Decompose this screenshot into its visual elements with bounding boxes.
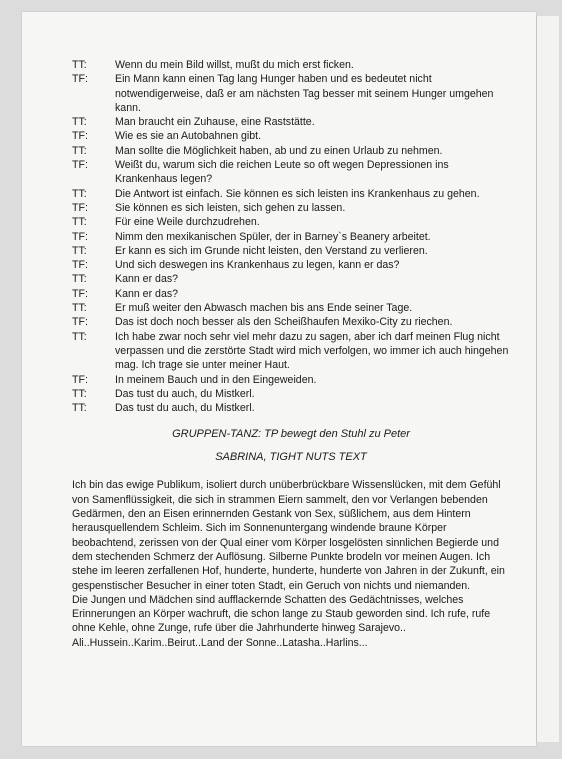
dialogue-text: Die Antwort ist einfach. Sie können es sich leisten ins Krankenhaus zu gehen. xyxy=(115,187,480,200)
speaker-label: TF: xyxy=(72,73,88,86)
dialogue-line xyxy=(72,72,510,115)
dialogue-line xyxy=(72,215,510,229)
speaker-label: TT: xyxy=(72,116,87,129)
speaker-label: TT: xyxy=(72,402,87,415)
dialogue-line xyxy=(72,287,510,301)
speaker-label: TF: xyxy=(72,230,88,243)
speaker-label: TF: xyxy=(72,259,88,272)
prose-paragraph: Die Jungen und Mädchen sind aufflackernde Schatten des Gedächtnisses, welches Erinnerungen an Körper wachruft, die schon lange zu Staub geworden sind. Ich rufe, rufe ohne Kehle, ohne Zunge, rufe über die Jahrhunderte hinweg Sarajevo.. Ali..Hussein..Karim..Beirut..Land der Sonne..Latasha..Harlins... xyxy=(72,593,491,649)
prose-paragraph: Ich bin das ewige Publikum, isoliert durch unüberbrückbare Wissenslücken, mit dem Gefühl von Samenflüssigkeit, die sich in strammen Eiern sammelt, den vor Verlangen bebenden Gedärmen, den an Eisen erinnernden Gestank von Sex, süßlichem, aus dem Hintern herausquellendem Schleim. Sich im Sonnenuntergang windende braune Körper beobachtend, zerissen von der Qual einer vom Körper losgelösten sinnlichen Begierde und dem stechenden Schmerz der Auflösung. Silberne Punkte brodeln vor meinen Augen. Ich stehe im leeren zerfallenen Hof, hunderte, hunderte, hunderte von Jahren in der Zukunft, ein gespenstischer Besucher in einer toten Stadt, ein Geruch von nichts und niemanden. xyxy=(72,479,505,592)
document-page xyxy=(22,12,536,746)
speaker-label: TF: xyxy=(72,373,88,386)
speaker-label: TF: xyxy=(72,130,88,143)
speaker-label: TT: xyxy=(72,216,87,229)
dialogue-line xyxy=(72,115,510,129)
speaker-label: TF: xyxy=(72,201,88,214)
dialogue-text: Sie können es sich leisten, sich gehen zu lassen. xyxy=(115,201,346,214)
dialogue-line xyxy=(72,387,510,401)
monologue-text xyxy=(72,478,510,650)
dialogue-text: Wenn du mein Bild willst, mußt du mich erst ficken. xyxy=(115,59,354,71)
dialogue-text: Weißt du, warum sich die reichen Leute so oft wegen Depressionen ins Krankenhaus legen? xyxy=(115,159,449,186)
dialogue-line xyxy=(72,230,510,244)
dialogue-text: Für eine Weile durchzudrehen. xyxy=(115,216,260,229)
speaker-label: TT: xyxy=(72,302,87,315)
speaker-label: TF: xyxy=(72,159,88,172)
stage-direction-heading: GRUPPEN-TANZ: TP bewegt den Stuhl zu Peter xyxy=(172,428,410,441)
dialogue-text: Er kann es sich im Grunde nicht leisten, den Verstand zu verlieren. xyxy=(115,244,428,257)
dialogue-line xyxy=(72,187,510,201)
speaker-label: TF: xyxy=(72,287,88,300)
dialogue-line xyxy=(72,272,510,286)
dialogue-text: Das ist doch noch besser als den Scheißhaufen Mexiko-City zu riechen. xyxy=(115,316,453,329)
dialogue-text: Kann er das? xyxy=(115,273,179,286)
speaker-label: TT: xyxy=(72,59,87,71)
dialogue-line xyxy=(72,315,510,329)
page-content xyxy=(72,58,510,650)
next-page-edge xyxy=(536,16,559,742)
dialogue-text: Man braucht ein Zuhause, eine Raststätte. xyxy=(115,116,315,129)
dialogue-text: Und sich deswegen ins Krankenhaus zu legen, kann er das? xyxy=(115,259,400,272)
dialogue-line xyxy=(72,373,510,387)
dialogue-text: Das tust du auch, du Mistkerl. xyxy=(115,387,255,400)
scene-title-heading: SABRINA, TIGHT NUTS TEXT xyxy=(215,451,367,464)
dialogue-line xyxy=(72,201,510,215)
speaker-label: TT: xyxy=(72,387,87,400)
speaker-label: TT: xyxy=(72,273,87,286)
speaker-label: TT: xyxy=(72,187,87,200)
dialogue-text: Wie es sie an Autobahnen gibt. xyxy=(115,130,262,143)
speaker-label: TT: xyxy=(72,144,87,157)
dialogue-text: Man sollte die Möglichkeit haben, ab und zu einen Urlaub zu nehmen. xyxy=(115,144,443,157)
dialogue-text: Kann er das? xyxy=(115,287,179,300)
dialogue-text: Ein Mann kann einen Tag lang Hunger haben und es bedeutet nicht notwendigerweise, daß er am nächsten Tag besser mit seinem Hunger umgehen kann. xyxy=(115,73,494,114)
dialogue-line xyxy=(72,58,510,72)
speaker-label: TT: xyxy=(72,244,87,257)
dialogue-line xyxy=(72,401,510,415)
dialogue-line xyxy=(72,129,510,143)
dialogue-text: In meinem Bauch und in den Eingeweiden. xyxy=(115,373,317,386)
dialogue-text: Ich habe zwar noch sehr viel mehr dazu zu sagen, aber ich darf meinen Flug nicht verpassen und die zerstörte Stadt wird mich verfolgen, wo immer ich auch hingehen mag. Ich trage sie unter meiner Haut. xyxy=(115,330,509,372)
speaker-label: TF: xyxy=(72,316,88,329)
dialogue-text: Nimm den mexikanischen Spüler, der in Barney`s Beanery arbeitet. xyxy=(115,230,431,243)
dialogue-line xyxy=(72,158,510,187)
dialogue-line xyxy=(72,244,510,258)
dialogue-text: Das tust du auch, du Mistkerl. xyxy=(115,402,255,415)
speaker-label: TT: xyxy=(72,330,87,343)
dialogue-line xyxy=(72,330,510,373)
dialogue-line xyxy=(72,258,510,272)
dialogue-text: Er muß weiter den Abwasch machen bis ans Ende seiner Tage. xyxy=(115,302,413,315)
dialogue-line xyxy=(72,301,510,315)
dialogue-line xyxy=(72,144,510,158)
dialogue-block xyxy=(72,58,510,415)
